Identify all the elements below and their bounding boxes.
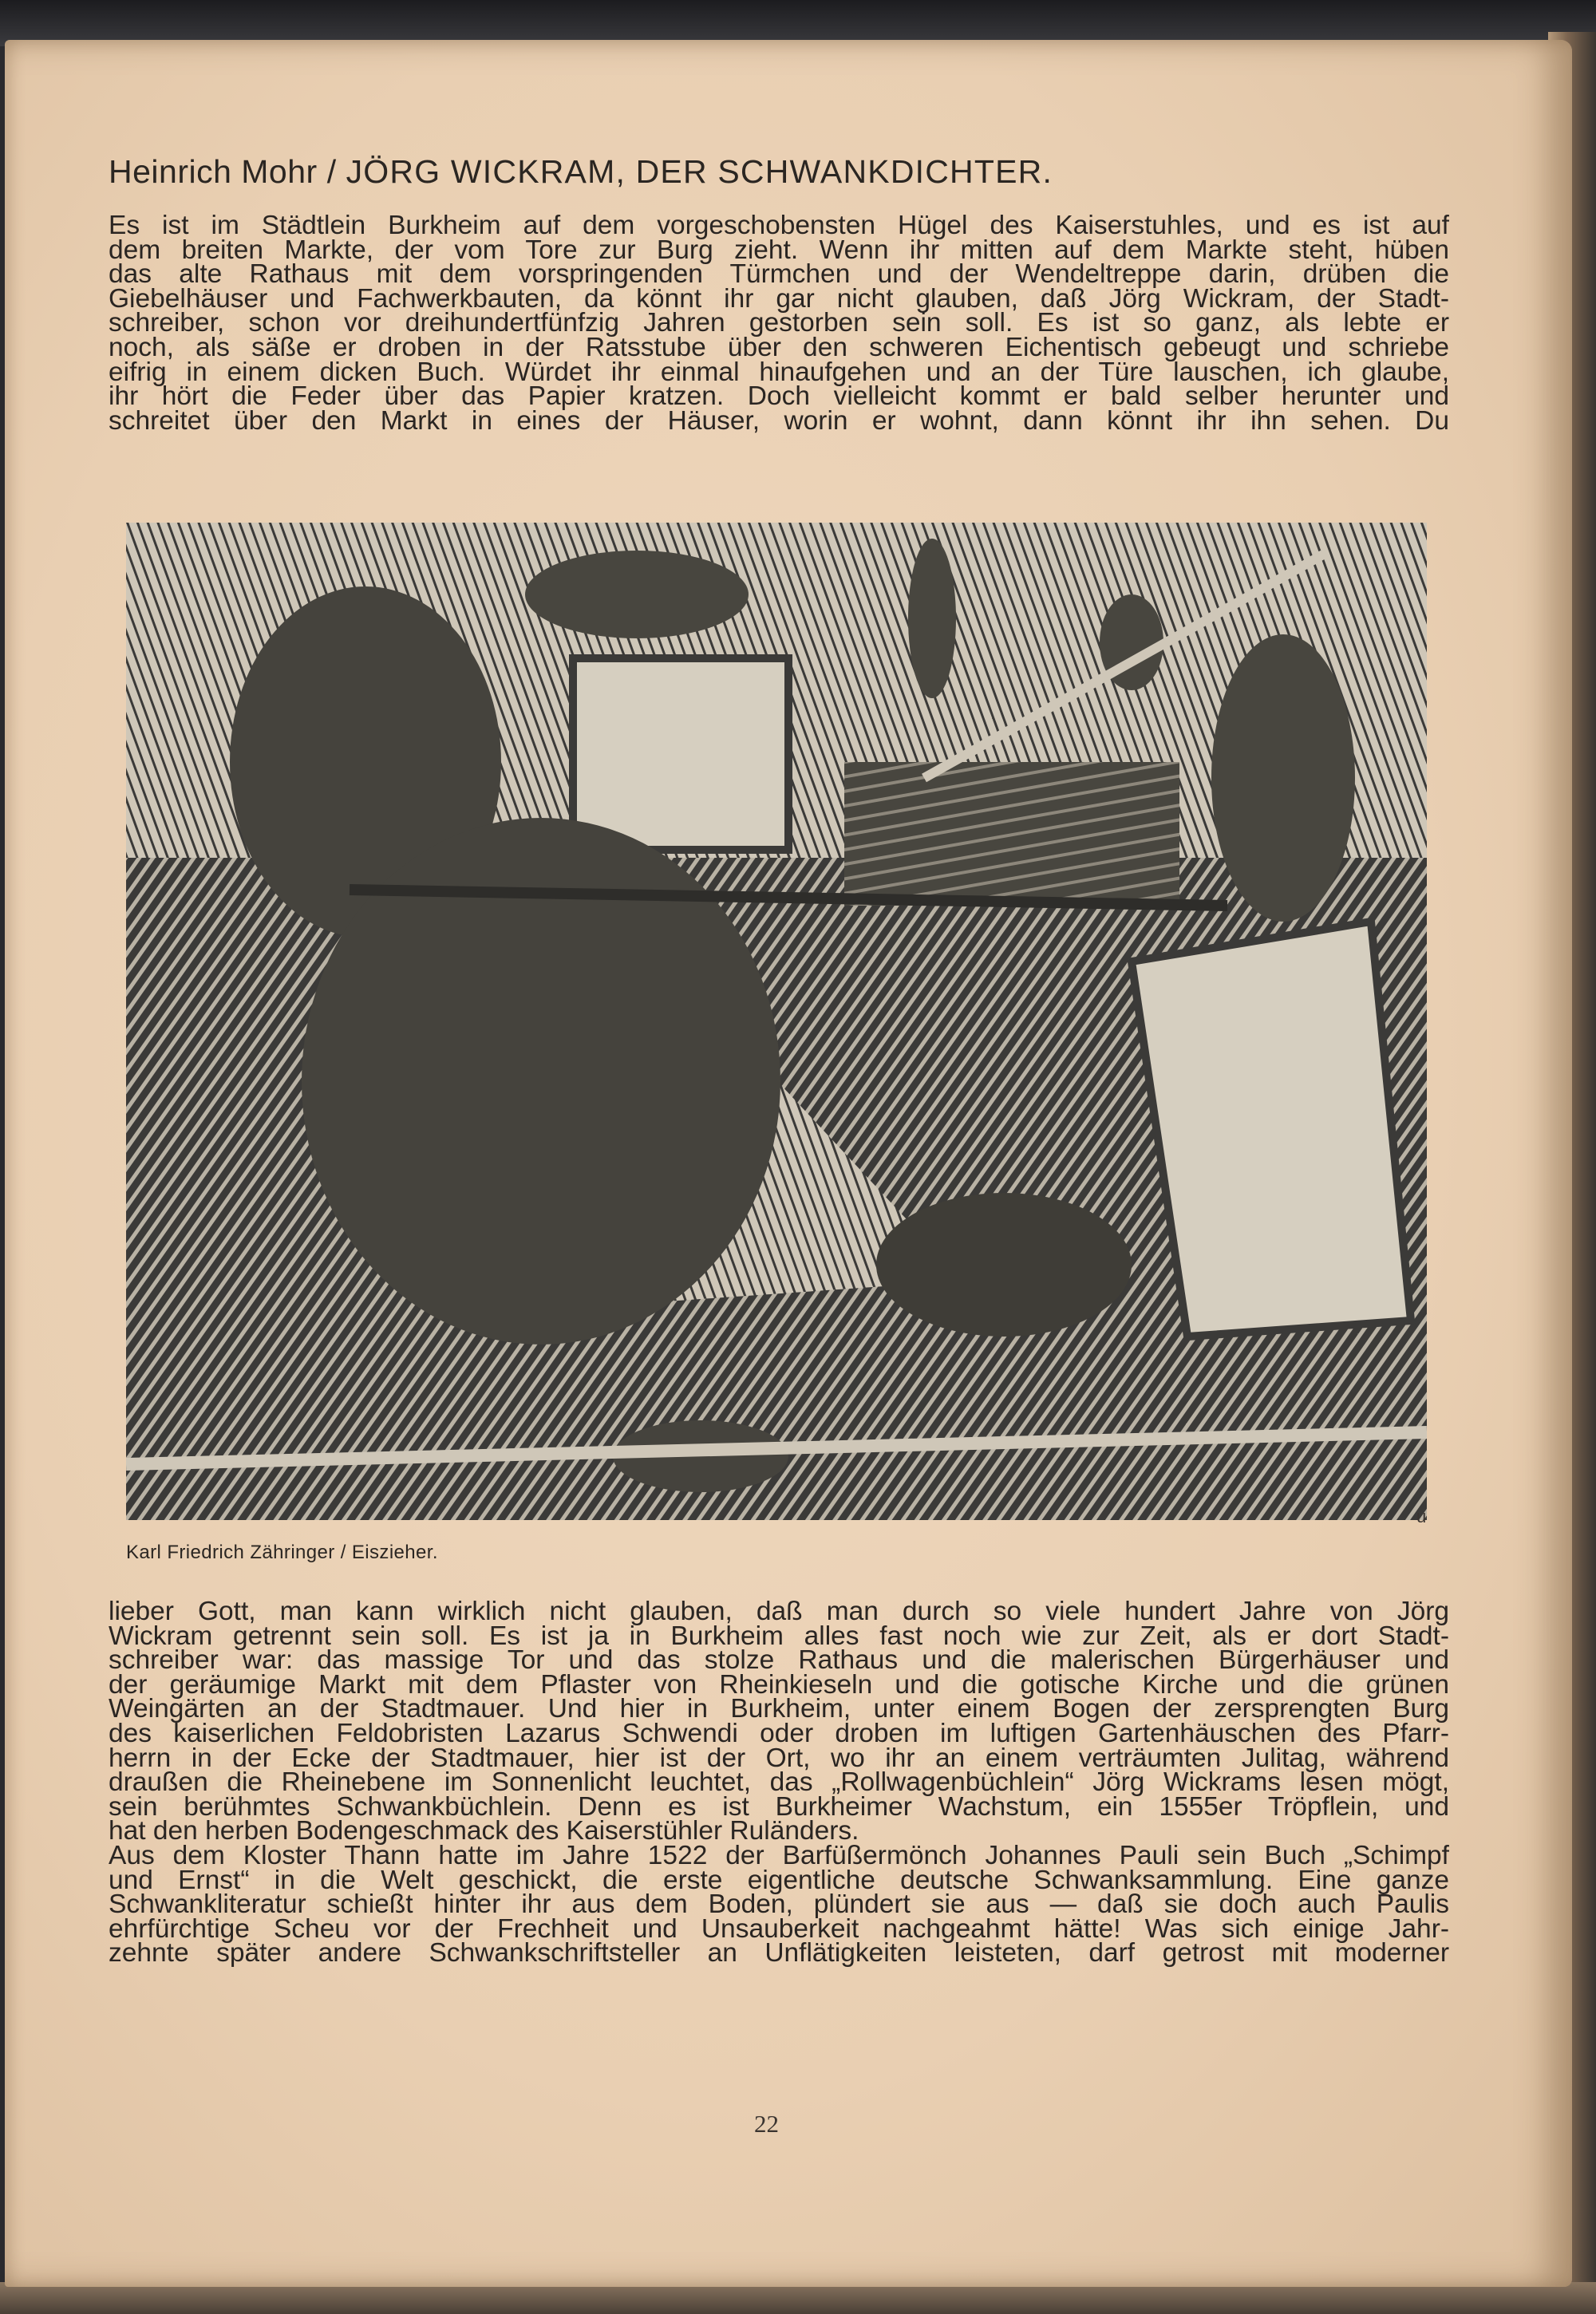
woodcut-image (126, 523, 1427, 1520)
text-line: zehnte später andere Schwankschriftsteller an Unflätigkeiten leisteten, darf getrost mit moderner (109, 1938, 1449, 1968)
text-line: ihr hört die Feder über das Papier kratzen. Doch vielleicht kommt er bald selber herunter und (109, 381, 1449, 412)
page-heading (109, 153, 1465, 191)
article-title: JÖRG WICKRAM, DER SCHWANKDICHTER. (346, 153, 1053, 190)
paragraph-schwank (109, 1841, 1449, 1968)
corner-mark: u (1416, 1506, 1427, 1526)
text-line: Giebelhäuser und Fachwerkbauten, da könnt ihr gar nicht glauben, daß Jörg Wickram, der Stadt- (109, 283, 1449, 314)
text-line: schreiber, schon vor dreihundertfünfzig Jahren gestorben sein soll. Es ist so ganz, als lebte er (109, 308, 1449, 338)
text-line: draußen die Rheinebene im Sonnenlicht leuchtet, das „Rollwagenbüchlein“ Jörg Wickrams lesen mögt, (109, 1767, 1449, 1798)
text-line: das alte Rathaus mit dem vorspringenden Türmchen und der Wendeltreppe darin, drüben die (109, 259, 1449, 290)
text-line: und Ernst“ in die Welt geschickt, die erste eigentliche deutsche Schwanksammlung. Eine ganze (109, 1865, 1449, 1895)
text-line: Es ist im Städtlein Burkheim auf dem vorgeschobensten Hügel des Kaiserstuhles, und es ist auf (109, 211, 1449, 240)
paragraph-intro (109, 211, 1449, 436)
text-line: der geräumige Markt mit dem Pflaster von Rheinkieseln und die gotische Kirche und die grünen (109, 1669, 1449, 1700)
text-line: herrn in der Ecke der Stadtmauer, hier ist der Ort, wo ihr an einem verträumten Julitag, während (109, 1743, 1449, 1773)
book-bottom-edge (0, 2282, 1596, 2314)
text-line: ehrfürchtige Scheu vor der Frechheit und Unsauberkeit nachgeahmt hätte! Was sich einige Jahr- (109, 1913, 1449, 1944)
text-line: dem breiten Markte, der vom Tore zur Burg zieht. Wenn ihr mitten auf dem Markte steht, hüben (109, 235, 1449, 265)
text-line: lieber Gott, man kann wirklich nicht glauben, daß man durch so viele hundert Jahre von Jörg (109, 1597, 1449, 1626)
text-line: schreiber war: das massige Tor und das stolze Rathaus und die malerischen Bürgerhäuser und (109, 1645, 1449, 1676)
text-line: sein berühmtes Schwankbüchlein. Denn es ist Burkheimer Wachstum, ein 1555er Tröpflein, und (109, 1791, 1449, 1822)
text-line: Aus dem Kloster Thann hatte im Jahre 1522 der Barfüßermönch Johannes Pauli sein Buch „Schimpf (109, 1841, 1449, 1870)
figure-caption: Karl Friedrich Zähringer / Eiszieher. (126, 1542, 438, 1563)
text-line: noch, als säße er droben in der Ratsstube über den schweren Eichentisch gebeugt und schriebe (109, 332, 1449, 362)
page-number: 22 (754, 2110, 779, 2138)
author-name: Heinrich Mohr (109, 153, 318, 190)
text-line: schreitet über den Markt in eines der Häuser, worin er wohnt, dann könnt ihr ihn sehen. Du (109, 405, 1449, 436)
text-line: Schwankliteratur schießt hinter ihr aus dem Boden, plündert sie aus — daß sie doch auch Paulis (109, 1890, 1449, 1920)
heading-separator: / (326, 153, 337, 190)
text-line: Wickram getrennt sein soll. Es ist ja in Burkheim alles fast noch wie zur Zeit, als er dort Stadt- (109, 1621, 1449, 1651)
woodcut-illustration (126, 523, 1427, 1520)
text-line: hat den herben Bodengeschmack des Kaiserstühler Ruländers. (109, 1816, 859, 1846)
text-line: des kaiserlichen Feldobristen Lazarus Schwendi oder droben im luftigen Gartenhäuschen des Pfarr- (109, 1718, 1449, 1748)
paragraph-continued (109, 1597, 1449, 1846)
text-line: Weingärten an der Stadtmauer. Und hier in Burkheim, unter einem Bogen der zersprengten Burg (109, 1694, 1449, 1724)
text-line: eifrig in einem dicken Buch. Würdet ihr einmal hinaufgehen und an der Türe lauschen, ich glaube, (109, 357, 1449, 387)
